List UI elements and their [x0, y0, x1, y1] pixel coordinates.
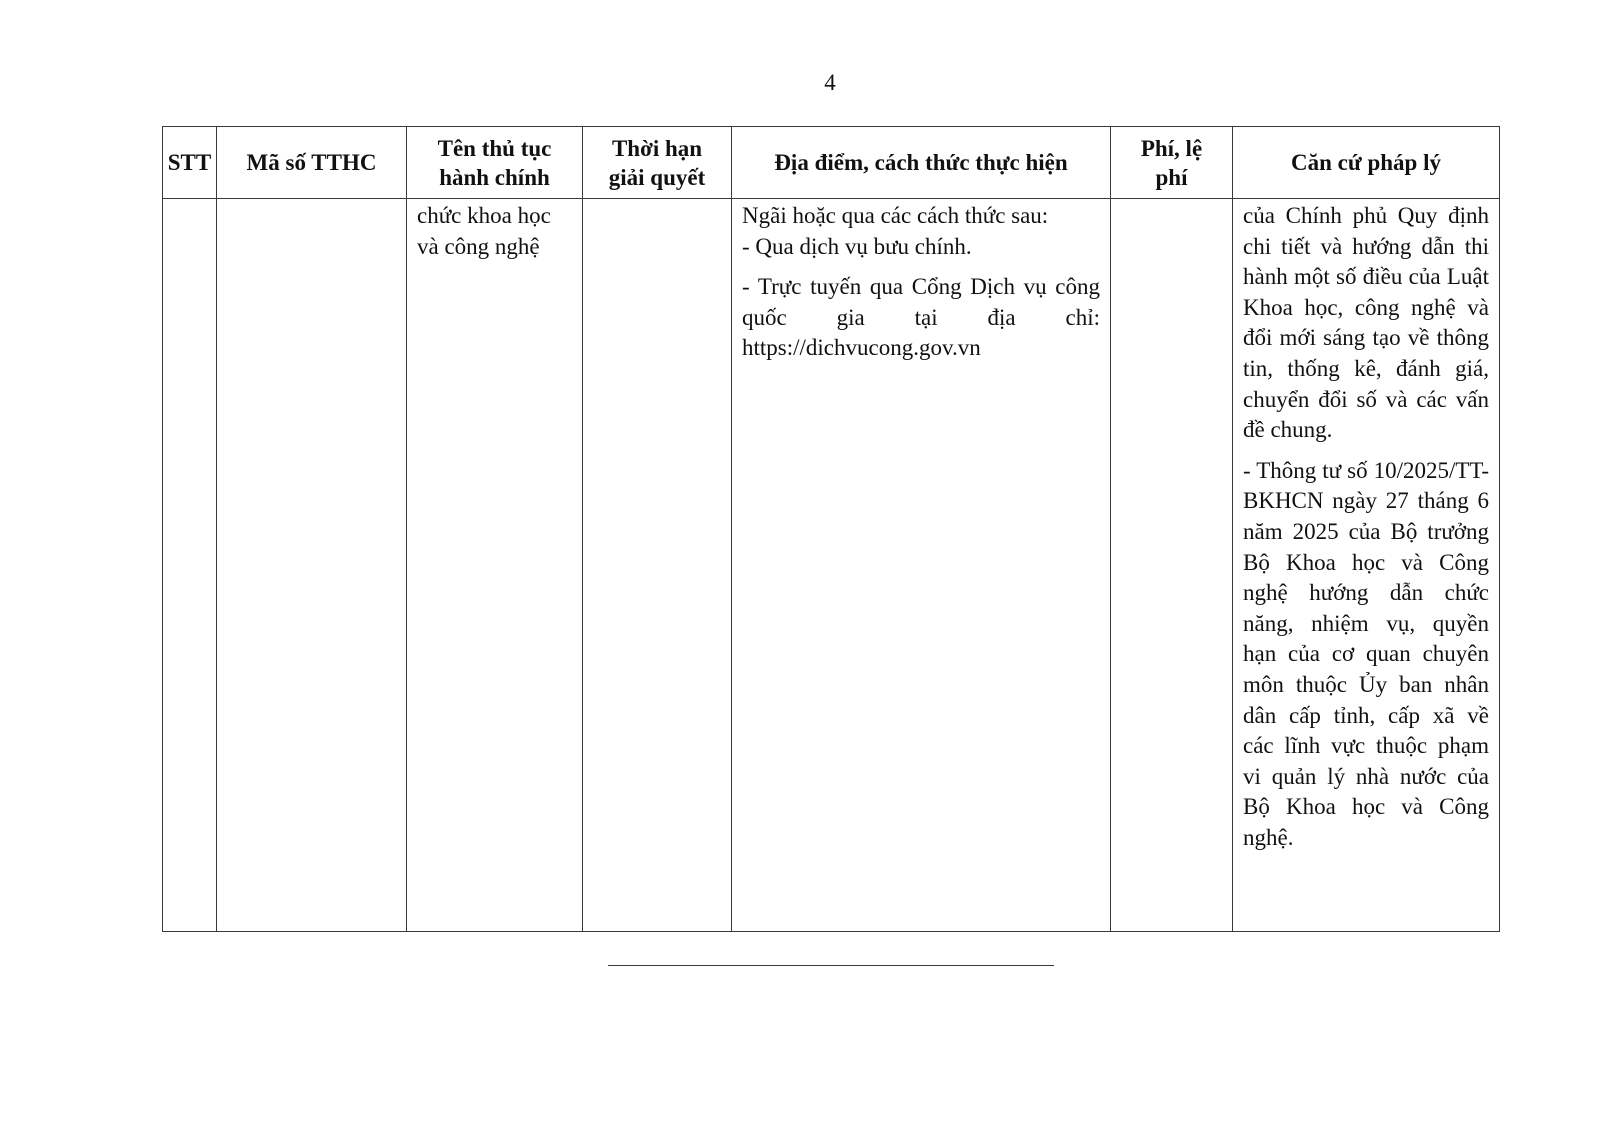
- cell-thoi-han-text: [583, 199, 731, 201]
- page-number: 4: [824, 70, 836, 95]
- can-cu-paragraph-1: của Chính phủ Quy định chi tiết và hướng dẫn thi hành một số điều của Luật Khoa học, công nghệ và đổi mới sáng tạo về thông tin, thống kê, đánh giá, chuyển đổi số và các vấn đề chung.: [1243, 203, 1489, 443]
- header-can-cu-phap-ly: [1233, 127, 1500, 199]
- dia-diem-paragraph-2: - Qua dịch vụ bưu chính.: [742, 233, 972, 259]
- header-stt-label: STT: [167, 150, 212, 175]
- procedure-table: [162, 126, 1500, 932]
- header-ma-so-label: Mã số TTHC: [246, 150, 377, 175]
- cell-phi: [1111, 199, 1233, 932]
- header-dia-diem: [732, 127, 1111, 199]
- cell-stt-text: [163, 199, 216, 201]
- header-ten-thu-tuc-line2: hành chính: [439, 164, 550, 190]
- header-ten-thu-tuc-line1: Tên thủ tục: [437, 135, 552, 161]
- table-header-row: [163, 127, 1500, 199]
- cell-ma-so: [217, 199, 407, 932]
- cell-ten-thu-tuc: [407, 199, 583, 932]
- dia-diem-paragraph-1: Ngãi hoặc qua các cách thức sau:: [742, 203, 1049, 228]
- header-ten-thu-tuc: [407, 127, 583, 199]
- header-dia-diem-label: Địa điểm, cách thức thực hiện: [774, 150, 1068, 175]
- cell-stt: [163, 199, 217, 932]
- header-can-cu-label: Căn cứ pháp lý: [1291, 150, 1441, 175]
- table-row: [163, 199, 1500, 932]
- cell-ten-thu-tuc-text: chức khoa học và công nghệ: [417, 203, 551, 259]
- header-phi-line2: phí: [1155, 164, 1188, 190]
- cell-phi-text: [1111, 199, 1232, 201]
- header-stt: [163, 127, 217, 199]
- header-thoi-han: [583, 127, 732, 199]
- header-ma-so-tthc: [217, 127, 407, 199]
- cell-dia-diem: [732, 199, 1111, 932]
- cell-thoi-han: [583, 199, 732, 932]
- cell-can-cu: [1233, 199, 1500, 932]
- footer-divider: [608, 965, 1054, 966]
- header-thoi-han-line2: giải quyết: [608, 164, 706, 190]
- header-thoi-han-line1: Thời hạn: [611, 135, 703, 161]
- header-phi-le-phi: [1111, 127, 1233, 199]
- cell-ma-so-text: [217, 199, 406, 201]
- header-phi-line1: Phí, lệ: [1140, 135, 1203, 161]
- can-cu-paragraph-2: - Thông tư số 10/2025/TT-BKHCN ngày 27 tháng 6 năm 2025 của Bộ trưởng Bộ Khoa học và Công nghệ hướng dẫn chức năng, nhiệm vụ, quyền hạn của cơ quan chuyên môn thuộc Ủy ban nhân dân cấp tỉnh, cấp xã về các lĩnh vực thuộc phạm vi quản lý nhà nước của Bộ Khoa học và Công nghệ.: [1243, 457, 1489, 850]
- dia-diem-paragraph-3: - Trực tuyến qua Cổng Dịch vụ công quốc gia tại địa chỉ: https://dichvucong.gov.vn: [742, 274, 1100, 361]
